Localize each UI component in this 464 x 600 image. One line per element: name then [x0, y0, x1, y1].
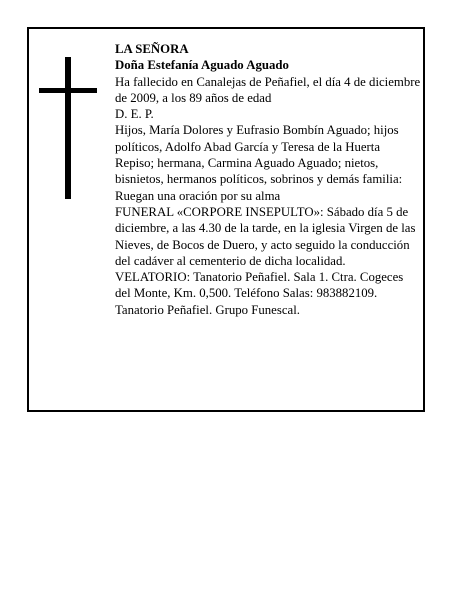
rip-text: D. E. P.: [115, 107, 154, 122]
wake-details: VELATORIO: Tanatorio Peñafiel. Sala 1. Ctra. Cogeces del Monte, Km. 0,500. Teléfono Salas: 983882109.: [115, 270, 404, 301]
family-list: Hijos, María Dolores y Eufrasio Bombín Aguado; hijos políticos, Adolfo Abad García y Teresa de la Huerta Repiso; hermana, Carmina Aguado Aguado; nietos, bisnietos, hermanos políticos, sobrinos y demás familia:: [115, 123, 403, 187]
funeral-details: FUNERAL «CORPORE INSEPULTO»: Sábado día 5 de diciembre, a las 4.30 de la tarde, en la iglesia Virgen de las Nieves, de Bocos de Duero, y acto seguido la conducción del cadáver al cementerio de dicha localidad.: [115, 204, 416, 268]
cross-icon: [39, 57, 97, 199]
funeral-home: Tanatorio Peñafiel. Grupo Funescal.: [115, 302, 300, 317]
prayer-request: Ruegan una oración por su alma: [115, 188, 281, 203]
cross-horizontal-bar: [39, 88, 97, 93]
cross-vertical-bar: [65, 57, 71, 199]
deceased-name: Doña Estefanía Aguado Aguado: [115, 58, 289, 73]
obituary-notice: [27, 27, 425, 412]
notice-heading: LA SEÑORA: [115, 42, 189, 56]
notice-body: [115, 41, 421, 318]
death-info: Ha fallecido en Canalejas de Peñafiel, el día 4 de diciembre de 2009, a los 89 años de edad: [115, 74, 421, 105]
